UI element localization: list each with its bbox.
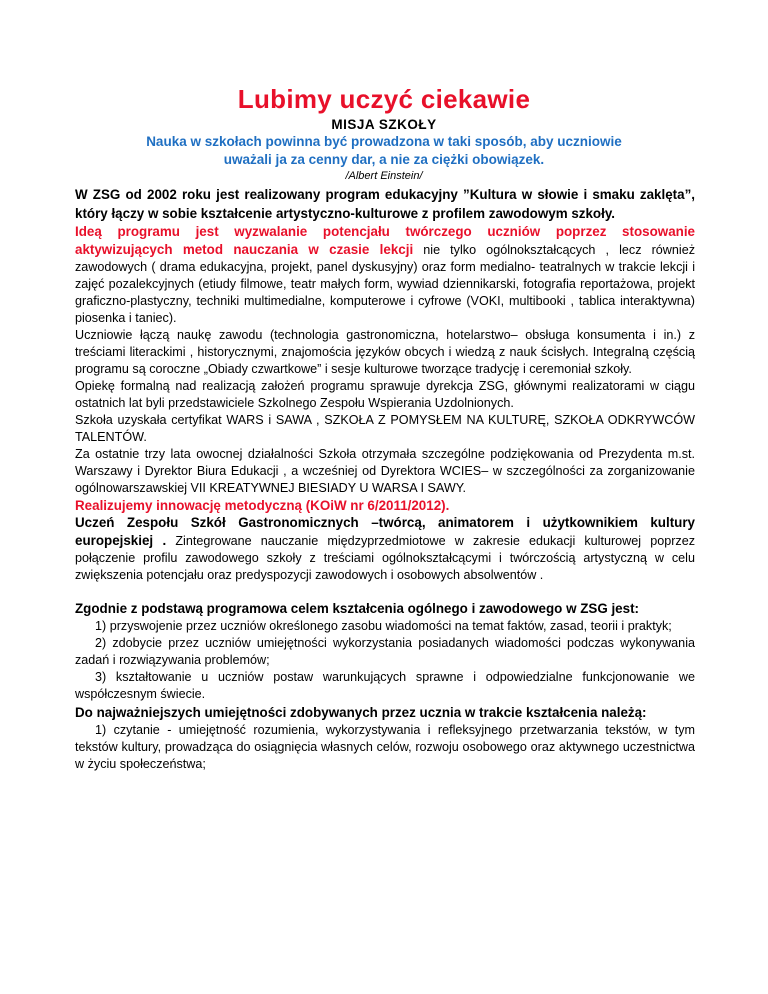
document-header: [0, 82, 768, 184]
mission-heading: MISJA SZKOŁY: [331, 117, 437, 132]
quote-line-1: Nauka w szkołach powinna być prowadzona w taki sposób, aby uczniowie: [146, 134, 622, 149]
idea-text: nie tylko ogólnokształcących , lecz również zawodowych ( drama edukacyjna, projekt, panel dyskusyjny) oraz form medialno- teatralnych w trakcie lekcji i zajęć pozalekcyjnych (etiudy filmowe, teatr małych form, wywiad dziennikarski, fotografia reportażowa, projekt graficzno-plastyczny, techniki multimedialne, komputerowe i cyfrowe (VOKI, multibooki , tablica interaktywna) piosenka i taniec).: [75, 243, 695, 325]
page-title: Lubimy uczyć ciekawie: [237, 84, 531, 114]
idea-highlight: Ideą programu jest wyzwalanie potencjału twórczego uczniów poprzez stosowanie aktywizujących metod nauczania w czasie lekcji: [75, 224, 695, 257]
skill-item-1: 1) czytanie - umiejętność rozumienia, wykorzystywania i refleksyjnego przetwarzania tekstów, w tym tekstów kultury, prowadząca do osiągnięcia własnych celów, rozwoju osobowego oraz aktywnego uczestnictwa w życiu społeczeństwa;: [75, 723, 695, 771]
skills-heading: Do najważniejszych umiejętności zdobywanych przez ucznia w trakcie kształcenia należą:: [75, 705, 647, 720]
section-gap: [75, 584, 695, 599]
innovation-line: Realizujemy innowację metodyczną (KOiW nr 6/2011/2012).: [75, 498, 450, 513]
students-paragraph: Uczniowie łączą naukę zawodu (technologia gastronomiczna, hotelarstwo– obsługa konsumenta i in.) z treściami literackimi , historycznymi, znajomościa języków obcych i wiedzą z nauk ścisłych. Integralną częścią programu są coroczne „Obiady czwartkowe” i sesje kulturowe tworzące tradycję i ceremoniał szkoły.: [75, 328, 695, 376]
supervision-paragraph: Opiekę formalną nad realizacją założeń programu sprawuje dyrekcja ZSG, głównymi realizatorami w ciągu ostatnich lat byli przedstawiciele Szkolnego Zespołu Wspierania Uzdolnionych.: [75, 379, 695, 410]
goal-item-3: 3) kształtowanie u uczniów postaw warunkujących sprawne i odpowiedzialne funkcjonowanie we współczesnym świecie.: [75, 670, 695, 701]
student-highlight: Uczeń Zespołu Szkół Gastronomicznych –twórcą, animatorem i użytkownikiem kultury europejskiej .: [75, 515, 695, 548]
quote-attribution: /Albert Einstein/: [345, 170, 423, 182]
idea-paragraph: [75, 223, 695, 327]
intro-paragraph: W ZSG od 2002 roku jest realizowany program edukacyjny ”Kultura w słowie i smaku zaklęta”, który łączy w sobie kształcenie artystyczno-kulturowe z profilem zawodowym szkoły.: [75, 187, 695, 221]
goal-item-1: 1) przyswojenie przez uczniów określonego zasobu wiadomości na temat faktów, zasad, teorii i praktyk;: [95, 619, 672, 633]
quote-line-2: uważali ja za cenny dar, a nie za ciężki obowiązek.: [223, 152, 545, 167]
student-paragraph: [75, 514, 695, 584]
thanks-paragraph: Za ostatnie trzy lata owocnej działalności Szkoła otrzymała szczególne podziękowania od Prezydenta m.st. Warszawy i Dyrektor Biura Edukacji , a wcześniej od Dyrektora WCIES– w szczególności za zorganizowanie ogólnowarszawskiej VII KREATYWNEJ BIESIADY U WARSA I SAWY.: [75, 447, 695, 495]
document-body: [75, 185, 695, 773]
certificates-paragraph: Szkoła uzyskała certyfikat WARS i SAWA , SZKOŁA Z POMYSŁEM NA KULTURĘ, SZKOŁA ODKRYWCÓW TALENTÓW.: [75, 413, 695, 444]
goal-item-2: 2) zdobycie przez uczniów umiejętności wykorzystania posiadanych wiadomości podczas wykonywania zadań i rozwiązywania problemów;: [75, 636, 695, 667]
student-text: Zintegrowane nauczanie międzyprzedmiotowe w zakresie edukacji kulturowej poprzez połączenie profilu zawodowego szkoły z treściami ogólnokształcącymi i twórczością artystyczną w celu zwiększenia potencjału oraz predyspozycji zawodowych i osobowych absolwentów .: [75, 534, 696, 582]
goals-heading: Zgodnie z podstawą programowa celem kształcenia ogólnego i zawodowego w ZSG jest:: [75, 601, 639, 616]
